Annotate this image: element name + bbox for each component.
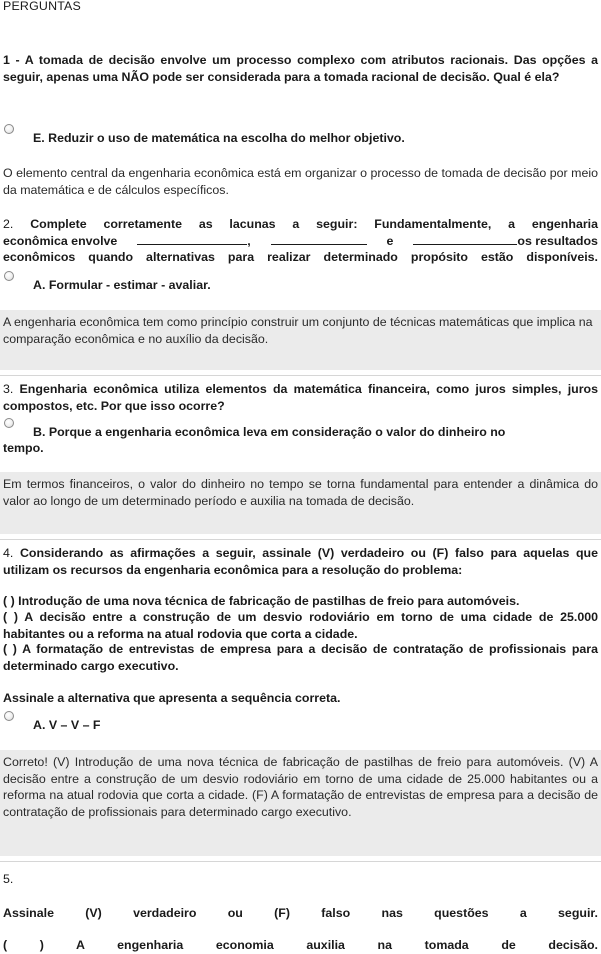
question-2-feedback: A engenharia econômica tem como princípio construir um conjunto de técnicas matemáticas que implica na comparação econômica e no auxílio da decisão. — [0, 310, 601, 370]
question-3-text: 3. Engenharia econômica utiliza elementos da matemática financeira, como juros simples, juros compostos, etc. Por que isso ocorre? — [3, 382, 598, 413]
question-3-answer-line-1: B. Porque a engenharia econômica leva em consideração o valor do dinheiro no — [33, 425, 506, 439]
blank-3 — [413, 233, 517, 245]
blank-2 — [271, 233, 367, 245]
divider — [0, 539, 601, 540]
question-1-answer: E. Reduzir o uso de matemática na escolha do melhor objetivo. — [33, 131, 405, 145]
question-4-answer: A. V – V – F — [33, 718, 101, 732]
question-4-statement-2: ( ) A decisão entre a construção de um desvio rodoviário em torno de uma cidade de 25.000 habitantes ou a reforma na atual rodovia que corta a cidade. — [3, 610, 598, 641]
question-4-feedback: Correto! (V) Introdução de uma nova técnica de fabricação de pastilhas de freio para automóveis. (V) A decisão entre a construção de um desvio rodoviário em torno de uma cidade de 25.000 habitantes ou a reforma na atual rodovia que corta a cidade. (F) A formatação de entrevistas de empresa para a decisão de contratação de profissionais para determinado cargo executivo. — [0, 750, 601, 856]
question-1-text: 1 - A tomada de decisão envolve um processo complexo com atributos racionais. Das opções a seguir, apenas uma NÃO pode ser considerada para a tomada racional de decisão. Qual é ela? — [3, 53, 598, 84]
question-4-statement-3: ( ) A formatação de entrevistas de empresa para a decisão de contratação de profissionais para determinado cargo executivo. — [3, 642, 598, 673]
question-4-prompt: Assinale a alternativa que apresenta a sequência correta. — [3, 691, 341, 705]
answer-radio-q2[interactable] — [4, 271, 14, 281]
question-5-statement-1: ( ) A engenharia economia auxilia na tomada de decisão. — [3, 938, 598, 952]
answer-radio-q4[interactable] — [4, 711, 14, 721]
question-4-statement-1: ( ) Introdução de uma nova técnica de fabricação de pastilhas de freio para automóveis. — [3, 594, 520, 608]
question-1-feedback: O elemento central da engenharia econômica está em organizar o processo de tomada de decisão por meio da matemática e de cálculos específicos. — [3, 166, 598, 197]
question-4-text: 4. Considerando as afirmações a seguir, assinale (V) verdadeiro ou (F) falso para aquelas que utilizam os recursos da engenharia econômica para a resolução do problema: — [3, 546, 598, 577]
divider — [0, 861, 601, 862]
question-2-text: 2. Complete corretamente as lacunas a seguir: Fundamentalmente, a engenharia econômica envolve , e os resultados econômicos quando alternativas para realizar determinado propósito estão disponíveis. — [3, 217, 598, 264]
question-2-answer: A. Formular - estimar - avaliar. — [33, 278, 211, 292]
question-3-feedback: Em termos financeiros, o valor do dinheiro no tempo se torna fundamental para entender a dinâmica do valor ao longo de um determinado período e auxilia na tomada de decisão. — [0, 472, 601, 534]
answer-radio-q3[interactable] — [4, 418, 14, 428]
blank-1 — [137, 233, 247, 245]
page-heading: PERGUNTAS — [3, 0, 81, 13]
question-3-answer-line-2: tempo. — [3, 441, 44, 455]
question-5-number: 5. — [3, 872, 14, 886]
question-5-text: Assinale (V) verdadeiro ou (F) falso nas questões a seguir. — [3, 906, 598, 920]
answer-radio-q1[interactable] — [4, 124, 14, 134]
divider — [0, 375, 601, 376]
